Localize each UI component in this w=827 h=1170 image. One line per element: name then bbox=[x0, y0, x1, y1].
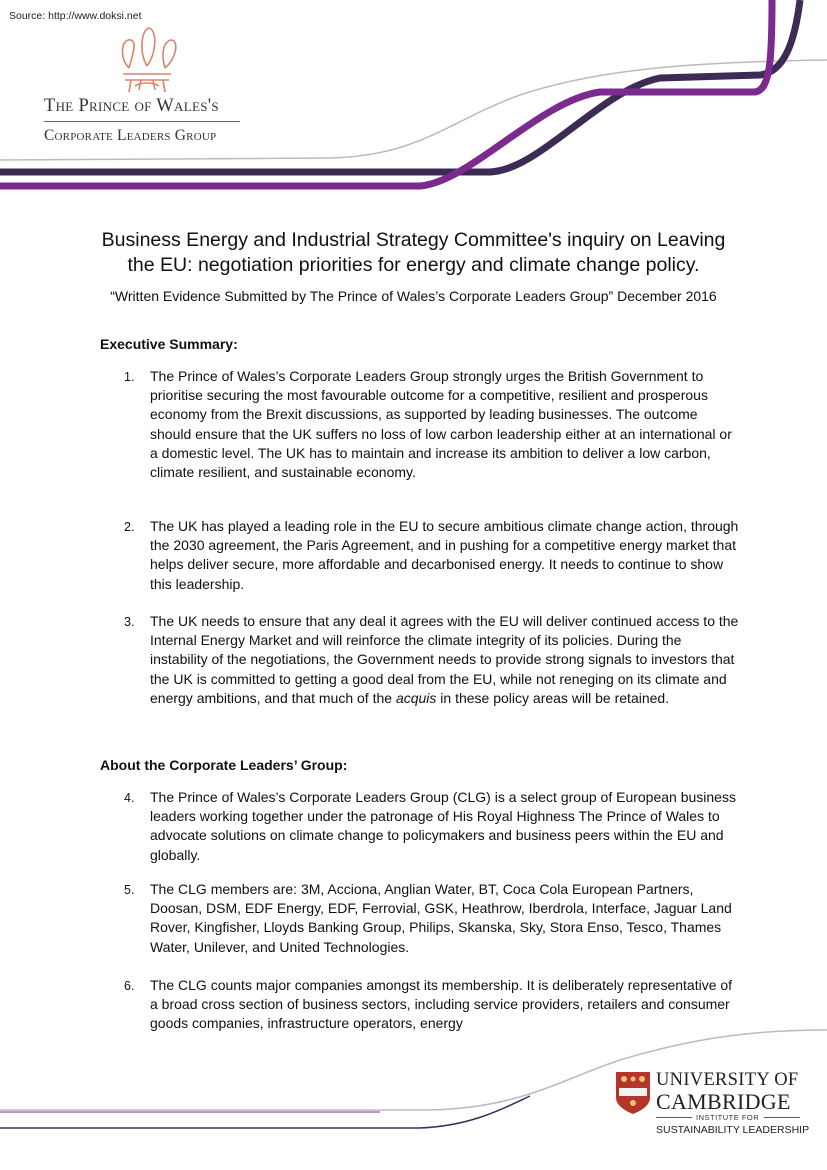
item-number: 6. bbox=[124, 979, 135, 993]
item-number: 5. bbox=[124, 883, 135, 897]
item-text: The CLG members are: 3M, Acciona, Anglian Water, BT, Coca Cola European Partners, Doosan, DSM, EDF Energy, EDF, Ferrovial, GSK, Heathrow, Iberdrola, Interface, Jaguar Land Rover, Kingfisher, Lloyds Banking Group, Philips, Skanska, Sky, Stora Enso, Tesco, Thames Water, Unilever, and United Technologies. bbox=[150, 881, 732, 955]
cambridge-rule-right bbox=[764, 1117, 800, 1118]
item-text: The CLG counts major companies amongst its membership. It is deliberately representative of a broad cross section of business sectors, including service providers, retailers and consumer goods companies, infrastructure operators, energy bbox=[150, 977, 733, 1032]
header-purple-curve bbox=[0, 0, 772, 186]
logo-title: The Prince of Wales's bbox=[44, 96, 219, 116]
item-number: 4. bbox=[124, 791, 135, 805]
cambridge-shield-icon bbox=[616, 1072, 650, 1114]
item-text: The Prince of Wales’s Corporate Leaders Group strongly urges the British Government to prioritise securing the most favourable outcome for a competitive, resilient and prosperous economy from the Brexit discussions, as supported by leading businesses. The outcome should ensure that the UK suffers no loss of low carbon leadership either at an international or a domestic level. The UK has to maintain and increase its ambition to deliver a low carbon, climate resilient, and sustainable economy. bbox=[150, 368, 732, 481]
source-label: Source: http://www.doksi.net bbox=[9, 10, 142, 22]
cambridge-rule-left bbox=[656, 1117, 692, 1118]
document-subtitle: “Written Evidence Submitted by The Prince of Wales’s Corporate Leaders Group” December 2016 bbox=[110, 288, 717, 304]
item-text: The UK needs to ensure that any deal it agrees with the EU will deliver continued access to the Internal Energy Market and will reinforce the climate integrity of its policies. During the instability of the negotiations, the Government needs to provide strong signals to investors that the UK is committed to getting a good deal from the EU, while not reneging on its climate and energy ambitions, and that much of the acquis in these policy areas will be retained. bbox=[150, 613, 739, 706]
item-number: 3. bbox=[124, 615, 135, 629]
item-text: The UK has played a leading role in the EU to secure ambitious climate change action, through the 2030 agreement, the Paris Agreement, and in pushing for a competitive energy market that helps deliver secure, more affordable and decarbonised energy. It needs to continue to show this leadership. bbox=[150, 518, 739, 592]
logo-divider bbox=[44, 121, 240, 122]
cambridge-logo-line2: CAMBRIDGE bbox=[656, 1089, 791, 1114]
feathers-icon bbox=[122, 28, 175, 92]
logo-subtitle: Corporate Leaders Group bbox=[44, 127, 217, 144]
section-heading: Executive Summary: bbox=[100, 336, 238, 352]
item-number: 1. bbox=[124, 370, 135, 384]
cambridge-logo-line1: UNIVERSITY OF bbox=[656, 1070, 799, 1090]
cambridge-logo-line3: INSTITUTE FOR bbox=[696, 1113, 760, 1122]
document-title: Business Energy and Industrial Strategy Committee's inquiry on Leaving the EU: negotiation priorities for energy and climate change policy. bbox=[101, 229, 726, 276]
item-number: 2. bbox=[124, 520, 135, 534]
section-heading: About the Corporate Leaders’ Group: bbox=[100, 757, 348, 773]
item-text: The Prince of Wales’s Corporate Leaders Group (CLG) is a select group of European business leaders working together under the patronage of His Royal Highness The Prince of Wales to advocate solutions on climate change to policymakers and business peers within the EU and globally. bbox=[150, 789, 736, 863]
header-dark-curve bbox=[0, 0, 800, 172]
cambridge-logo-line4: SUSTAINABILITY LEADERSHIP bbox=[656, 1124, 810, 1136]
